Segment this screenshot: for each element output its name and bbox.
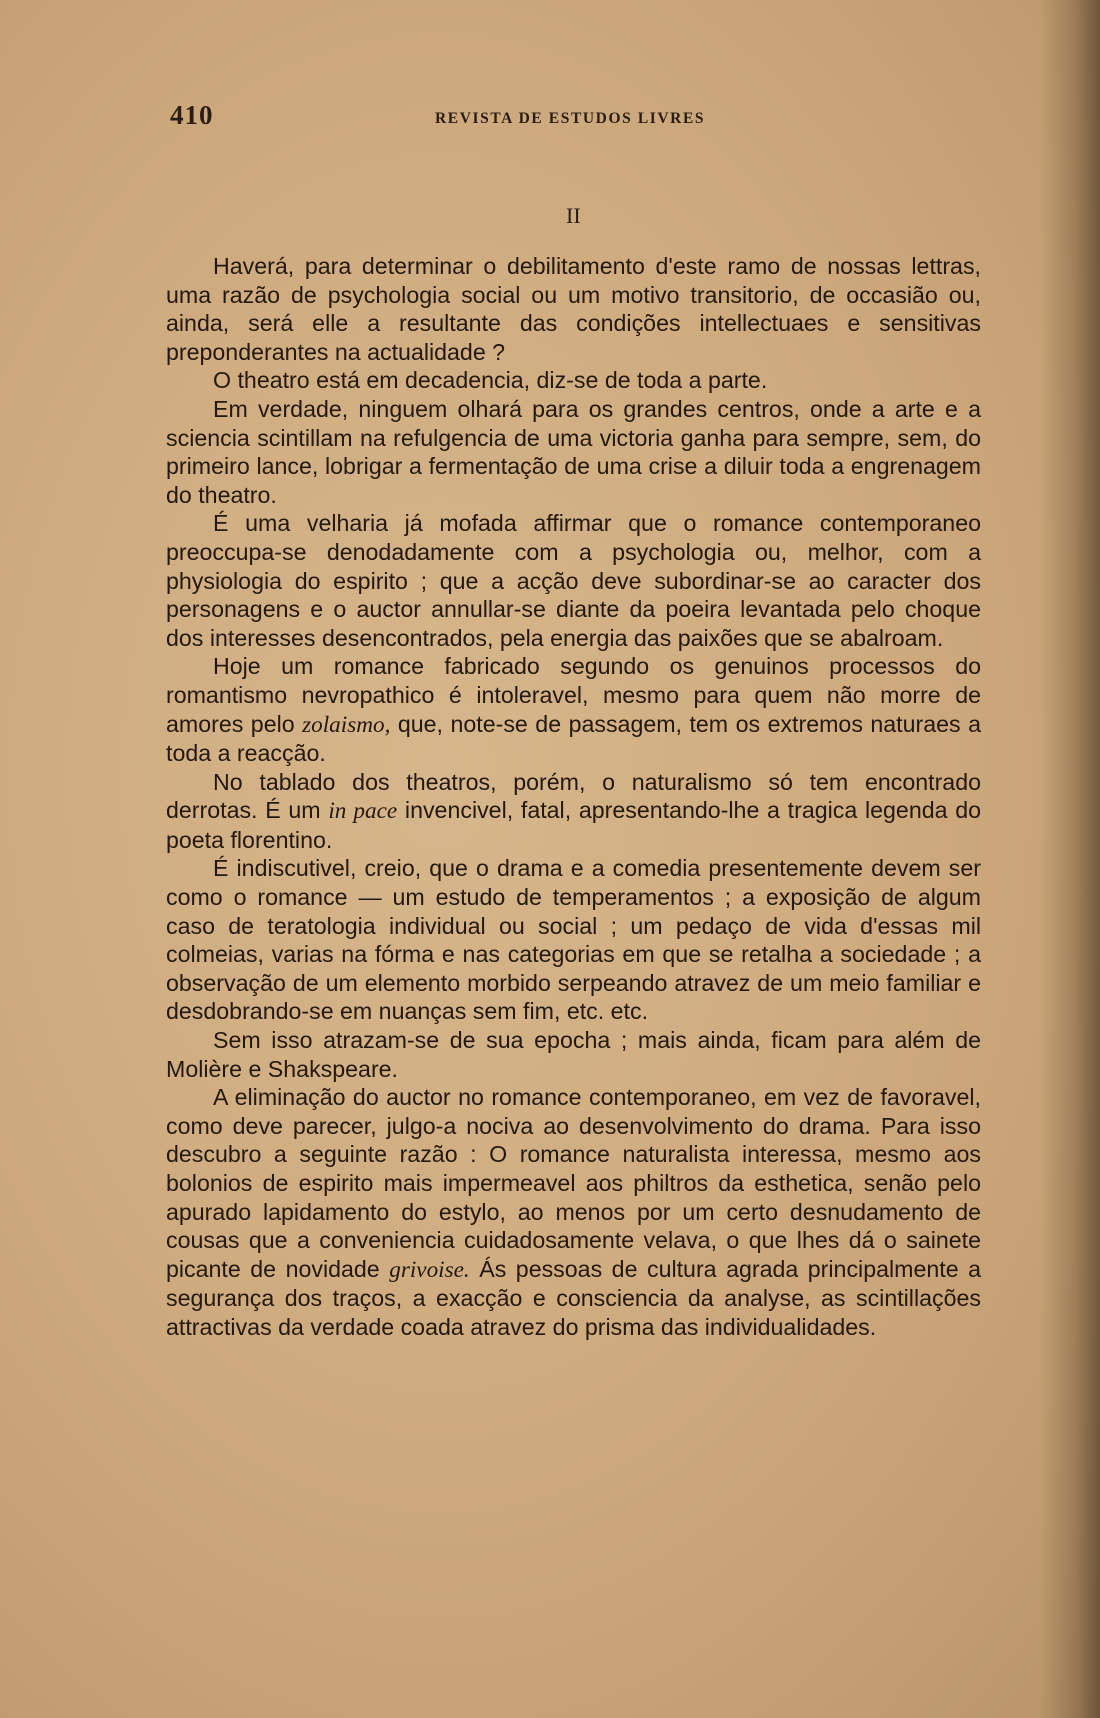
paragraph-9-text-b: Ás pessoas de cultura agrada principalmente a segurança dos traços, a exacção e consciencia da analyse, as scintillações attractivas da verdade coada atravez do prisma das individualidades.	[166, 1255, 981, 1340]
paragraph-2: O theatro está em decadencia, diz-se de toda a parte.	[213, 367, 768, 394]
section-numeral: II	[566, 203, 581, 228]
paragraph-6	[166, 768, 981, 855]
paragraph-1: Haverá, para determinar o debilitamento d'este ramo de nossas lettras, uma razão de psychologia social ou um motivo transitorio, de occasião ou, ainda, será elle a resultante das condições intellectuaes e sensitivas preponderantes na actualidade ?	[166, 253, 981, 365]
paragraph-3: Em verdade, ninguem olhará para os grandes centros, onde a arte e a sciencia scintillam na refulgencia de uma victoria ganha para sempre, sem, do primeiro lance, lobrigar a fermentação de uma crise a diluir toda a engrenagem do theatro.	[166, 395, 981, 508]
paragraph-6-text-b: invencivel, fatal, apresentando-lhe a tragica legenda do poeta florentino.	[166, 797, 982, 853]
paragraph-9	[166, 1083, 981, 1341]
paragraph-5-italic: zolaismo,	[302, 711, 391, 738]
paragraph-5-text-b: que, note-se de passagem, tem os extremos naturaes a toda a reacção.	[166, 710, 982, 767]
body-text	[166, 252, 981, 1342]
paragraph-8: Sem isso atrazam-se de sua epocha ; mais ainda, ficam para além de Molière e Shakspeare.	[166, 1027, 981, 1082]
paragraph-5	[166, 652, 981, 767]
paragraph-9-italic: grivoise.	[389, 1256, 470, 1283]
paragraph-6-text-a: No tablado dos theatros, porém, o naturalismo só tem encontrado derrotas. É um	[166, 768, 981, 824]
paragraph-9-text-a: A eliminação do auctor no romance contemporaneo, em vez de favoravel, como deve parecer, julgo-a nociva ao desenvolvimento do drama. Para isso descubro a seguinte razão : O romance naturalista interessa, mesmo aos bolonios de espirito mais impermeavel aos philtros da esthetica, senão pelo apurado lapidamento do estylo, ao menos por um certo desnudamento de cousas que a conveniencia cuidadosamente velava, o que lhes dá o sainete picante de novidade	[166, 1084, 981, 1282]
paragraph-7: É indiscutivel, creio, que o drama e a comedia presentemente devem ser como o romance — um estudo de temperamentos ; a exposição de algum caso de teratologia individual ou social ; um pedaço de vida d'essas mil colmeias, varias na fórma e nas categorias em que se retalha a sociedade ; a observação de um elemento morbido serpeando atravez de um meio familiar e desdobrando-se em nuanças sem fim, etc. etc.	[166, 855, 981, 1025]
paragraph-6-italic: in pace	[328, 798, 398, 825]
page-number: 410	[170, 100, 214, 130]
running-title: REVISTA DE ESTUDOS LIVRES	[435, 110, 706, 127]
paragraph-5-text-a: Hoje um romance fabricado segundo os genuinos processos do romantismo nevropathico é intoleravel, mesmo para quem não morre de amores pelo	[166, 653, 981, 737]
paragraph-4: É uma velharia já mofada affirmar que o romance contemporaneo preoccupa-se denodadamente com a psychologia ou, melhor, com a physiologia do espirito ; que a acção deve subordinar-se ao caracter dos personagens e o auctor annullar-se diante da poeira levantada pelo choque dos interesses desencontrados, pela energia das paixões que se abalroam.	[166, 510, 981, 651]
